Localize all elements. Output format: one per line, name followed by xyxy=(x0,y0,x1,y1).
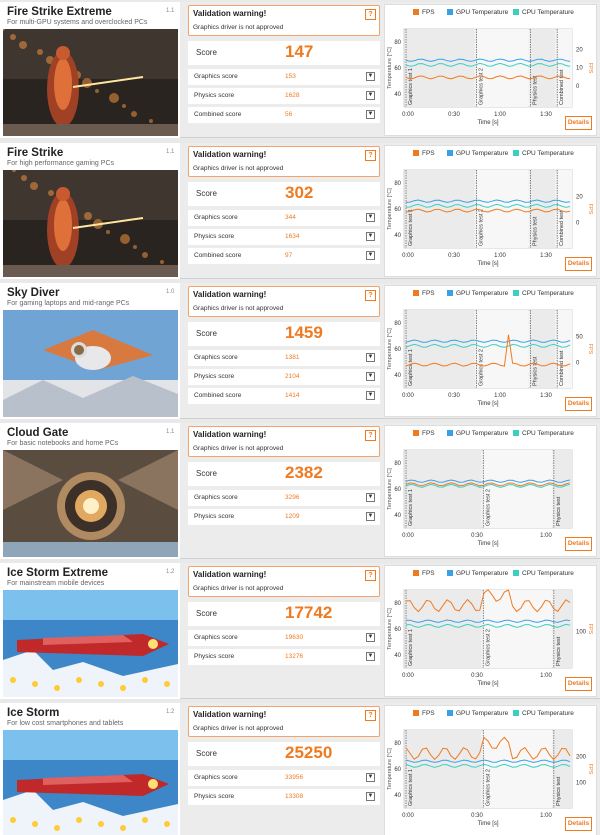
legend-cpu-label: CPU Temperature xyxy=(522,150,574,157)
chevron-down-icon[interactable]: ▼ xyxy=(367,73,374,79)
x-axis-label: Time [s] xyxy=(477,681,499,687)
x-tick-label: 1:30 xyxy=(540,253,552,259)
help-icon[interactable]: ? xyxy=(365,9,376,20)
artwork-image xyxy=(3,450,178,557)
test-version: 1.1 xyxy=(166,429,175,435)
subscore-value: 3296 xyxy=(285,494,300,501)
subscore-row[interactable] xyxy=(188,490,380,506)
y-tick-label: 60 xyxy=(394,347,401,353)
score-value: 2382 xyxy=(285,463,323,482)
subscore-value: 33956 xyxy=(285,774,304,781)
artwork-image xyxy=(3,310,178,417)
segment-label: Graphics test 2 xyxy=(478,68,485,105)
segment-background xyxy=(406,310,475,388)
test-subtitle: For gaming laptops and mid-range PCs xyxy=(7,300,130,307)
x-axis-label: Time [s] xyxy=(477,401,499,407)
legend-gpu-label: GPU Temperature xyxy=(456,570,509,577)
details-button[interactable]: Details xyxy=(565,537,592,551)
test-artwork xyxy=(3,29,178,136)
fps-tick-label: 100 xyxy=(576,780,587,787)
score-label: Score xyxy=(196,749,217,758)
x-tick-label: 0:30 xyxy=(448,112,460,118)
score-column xyxy=(188,146,381,276)
segment-background xyxy=(483,450,552,528)
subscore-row[interactable] xyxy=(188,369,380,385)
legend-cpu-label: CPU Temperature xyxy=(522,290,574,297)
segment-background xyxy=(406,730,481,808)
help-icon[interactable]: ? xyxy=(365,430,376,441)
x-tick-label: 0:00 xyxy=(402,533,414,539)
x-tick-label: 1:00 xyxy=(494,253,506,259)
segment-label: Graphics test 1 xyxy=(408,349,414,386)
test-version: 1.0 xyxy=(166,289,175,295)
test-panel xyxy=(0,143,600,279)
subscore-row[interactable] xyxy=(188,388,380,404)
fps-tick-label: 0 xyxy=(576,220,580,227)
segment-label: Graphics test 2 xyxy=(478,209,485,246)
test-name: Sky Diver xyxy=(7,287,60,299)
score-box xyxy=(188,41,380,65)
subscore-row[interactable] xyxy=(188,789,380,805)
subscore-label: Graphics score xyxy=(194,354,238,361)
test-subtitle: For basic notebooks and home PCs xyxy=(7,440,119,447)
segment-label: Physics test xyxy=(532,216,539,246)
test-artwork xyxy=(3,310,178,417)
test-panel xyxy=(0,423,600,559)
test-artwork xyxy=(3,170,178,277)
fps-tick-label: 0 xyxy=(576,360,580,367)
x-tick-label: 1:00 xyxy=(540,673,552,679)
y-tick-label: 80 xyxy=(394,181,401,187)
x-tick-label: 1:00 xyxy=(494,112,506,118)
chevron-down-icon[interactable]: ▼ xyxy=(367,793,374,799)
test-name: Ice Storm Extreme xyxy=(7,567,108,579)
fps-axis-label: FPS xyxy=(587,623,593,635)
y-axis-label: Temperature [°C] xyxy=(387,468,393,510)
fps-axis-label: FPS xyxy=(587,203,593,215)
test-info xyxy=(0,143,180,279)
x-tick-label: 0:00 xyxy=(402,673,414,679)
chevron-down-icon[interactable]: ▼ xyxy=(367,252,374,258)
details-button[interactable]: Details xyxy=(565,116,592,130)
fps-tick-label: 10 xyxy=(576,65,583,72)
x-tick-label: 0:30 xyxy=(471,673,483,679)
score-label: Score xyxy=(196,48,217,57)
fps-tick-label: 20 xyxy=(576,47,583,54)
details-button[interactable]: Details xyxy=(565,677,592,691)
test-artwork xyxy=(3,450,178,557)
legend-fps-label: FPS xyxy=(422,290,435,297)
subscore-label: Graphics score xyxy=(194,774,238,781)
subscore-label: Graphics score xyxy=(194,73,238,80)
chevron-down-icon[interactable]: ▼ xyxy=(367,774,374,780)
fps-tick-label: 0 xyxy=(576,83,580,90)
chevron-down-icon[interactable]: ▼ xyxy=(367,373,374,379)
segment-label: Graphics test 1 xyxy=(408,629,414,666)
x-tick-label: 0:00 xyxy=(402,112,414,118)
help-icon[interactable]: ? xyxy=(365,710,376,721)
x-tick-label: 1:30 xyxy=(540,112,552,118)
y-tick-label: 40 xyxy=(394,793,401,799)
segment-background xyxy=(406,29,475,107)
segment-label: Graphics test 1 xyxy=(408,68,414,105)
test-panel xyxy=(0,2,600,138)
warning-message: Graphics driver is not approved xyxy=(193,445,284,452)
test-info xyxy=(0,703,180,835)
subscore-row[interactable] xyxy=(188,210,380,226)
score-box xyxy=(188,182,380,206)
y-tick-label: 40 xyxy=(394,513,401,519)
legend-gpu-label: GPU Temperature xyxy=(456,290,509,297)
y-axis-label: Temperature [°C] xyxy=(387,748,393,790)
y-tick-label: 80 xyxy=(394,601,401,607)
subscore-label: Graphics score xyxy=(194,214,238,221)
y-tick-label: 40 xyxy=(394,373,401,379)
help-icon[interactable]: ? xyxy=(365,290,376,301)
test-info xyxy=(0,563,180,699)
segment-label: Combined test xyxy=(559,350,566,386)
chevron-down-icon[interactable]: ▼ xyxy=(367,392,374,398)
validation-warning xyxy=(188,566,380,597)
chevron-down-icon[interactable]: ▼ xyxy=(367,233,374,239)
chevron-down-icon[interactable]: ▼ xyxy=(367,513,374,519)
segment-label: Physics test xyxy=(532,75,539,105)
subscore-label: Physics score xyxy=(194,513,235,520)
artwork-image xyxy=(3,730,178,835)
warning-title: Validation warning! xyxy=(193,150,267,159)
subscore-label: Combined score xyxy=(194,252,242,259)
test-info xyxy=(0,283,180,419)
test-version: 1.1 xyxy=(166,149,175,155)
segment-label: Graphics test 1 xyxy=(408,489,414,526)
segment-label: Graphics test 1 xyxy=(408,769,414,806)
subscore-label: Combined score xyxy=(194,111,242,118)
segment-label: Graphics test 2 xyxy=(485,769,492,806)
y-tick-label: 40 xyxy=(394,653,401,659)
legend-gpu-label: GPU Temperature xyxy=(456,430,509,437)
score-label: Score xyxy=(196,609,217,618)
subscore-row[interactable] xyxy=(188,649,380,665)
subscore-row[interactable] xyxy=(188,509,380,525)
subscore-value: 2104 xyxy=(285,373,300,380)
subscore-value: 1209 xyxy=(285,513,300,520)
subscore-label: Physics score xyxy=(194,92,235,99)
chart-canvas xyxy=(385,706,596,835)
y-tick-label: 40 xyxy=(394,92,401,98)
subscore-row[interactable] xyxy=(188,630,380,646)
monitoring-chart xyxy=(384,565,597,697)
score-column xyxy=(188,706,381,835)
test-info xyxy=(0,2,180,138)
y-axis-label: Temperature [°C] xyxy=(387,188,393,230)
legend-fps-label: FPS xyxy=(422,9,435,16)
score-column xyxy=(188,286,381,416)
warning-title: Validation warning! xyxy=(193,430,267,439)
y-axis-label: Temperature [°C] xyxy=(387,608,393,650)
subscore-value: 13276 xyxy=(285,653,304,660)
score-value: 25250 xyxy=(285,743,333,762)
test-subtitle: For low cost smartphones and tablets xyxy=(7,720,124,727)
chevron-down-icon[interactable]: ▼ xyxy=(367,634,374,640)
validation-warning xyxy=(188,426,380,457)
subscore-value: 1381 xyxy=(285,354,300,361)
legend-fps-label: FPS xyxy=(422,150,435,157)
y-axis-label: Temperature [°C] xyxy=(387,47,393,89)
y-axis-label: Temperature [°C] xyxy=(387,328,393,370)
subscore-label: Physics score xyxy=(194,653,235,660)
subscore-row[interactable] xyxy=(188,107,380,123)
x-tick-label: 1:00 xyxy=(540,533,552,539)
monitoring-chart xyxy=(384,425,597,557)
subscore-label: Graphics score xyxy=(194,494,238,501)
y-tick-label: 60 xyxy=(394,767,401,773)
x-tick-label: 0:30 xyxy=(471,813,483,819)
monitoring-chart xyxy=(384,285,597,417)
segment-label: Graphics test 2 xyxy=(478,349,485,386)
subscore-label: Graphics score xyxy=(194,634,238,641)
legend-cpu-label: CPU Temperature xyxy=(522,710,574,717)
chevron-down-icon[interactable]: ▼ xyxy=(367,214,374,220)
help-icon[interactable]: ? xyxy=(365,570,376,581)
legend-fps-label: FPS xyxy=(422,710,435,717)
validation-warning xyxy=(188,286,380,317)
segment-label: Graphics test 2 xyxy=(485,629,492,666)
fps-axis-label: FPS xyxy=(587,763,593,775)
artwork-image xyxy=(3,170,178,277)
subscore-label: Physics score xyxy=(194,233,235,240)
legend-cpu-label: CPU Temperature xyxy=(522,9,574,16)
subscore-label: Combined score xyxy=(194,392,242,399)
x-tick-label: 0:00 xyxy=(402,813,414,819)
score-label: Score xyxy=(196,189,217,198)
test-panel xyxy=(0,563,600,699)
y-tick-label: 60 xyxy=(394,66,401,72)
segment-label: Graphics test 1 xyxy=(408,209,414,246)
legend-fps-label: FPS xyxy=(422,430,435,437)
score-column xyxy=(188,426,381,556)
y-tick-label: 60 xyxy=(394,207,401,213)
fps-tick-label: 20 xyxy=(576,194,583,201)
segment-background xyxy=(406,450,481,528)
legend-fps-label: FPS xyxy=(422,570,435,577)
subscore-value: 344 xyxy=(285,214,296,221)
x-axis-label: Time [s] xyxy=(477,821,499,827)
subscore-label: Physics score xyxy=(194,793,235,800)
validation-warning xyxy=(188,5,380,36)
test-name: Ice Storm xyxy=(7,707,60,719)
test-panel xyxy=(0,703,600,835)
chevron-down-icon[interactable]: ▼ xyxy=(367,111,374,117)
warning-title: Validation warning! xyxy=(193,710,267,719)
segment-label: Physics test xyxy=(555,636,562,666)
score-value: 1459 xyxy=(285,323,323,342)
x-tick-label: 0:30 xyxy=(448,393,460,399)
y-tick-label: 80 xyxy=(394,741,401,747)
validation-warning xyxy=(188,146,380,177)
x-tick-label: 0:30 xyxy=(471,533,483,539)
warning-title: Validation warning! xyxy=(193,290,267,299)
y-tick-label: 60 xyxy=(394,627,401,633)
legend-cpu-label: CPU Temperature xyxy=(522,570,574,577)
warning-message: Graphics driver is not approved xyxy=(193,305,284,312)
y-tick-label: 80 xyxy=(394,461,401,467)
subscore-row[interactable] xyxy=(188,248,380,264)
score-box xyxy=(188,462,380,486)
subscore-value: 1634 xyxy=(285,233,300,240)
y-tick-label: 80 xyxy=(394,40,401,46)
y-tick-label: 60 xyxy=(394,487,401,493)
chevron-down-icon[interactable]: ▼ xyxy=(367,653,374,659)
subscore-value: 153 xyxy=(285,73,296,80)
chevron-down-icon[interactable]: ▼ xyxy=(367,494,374,500)
subscore-row[interactable] xyxy=(188,350,380,366)
x-tick-label: 1:30 xyxy=(540,393,552,399)
score-label: Score xyxy=(196,329,217,338)
monitoring-chart xyxy=(384,145,597,277)
segment-label: Physics test xyxy=(532,356,539,386)
subscore-row[interactable] xyxy=(188,229,380,245)
subscore-value: 1628 xyxy=(285,92,300,99)
chevron-down-icon[interactable]: ▼ xyxy=(367,354,374,360)
segment-background xyxy=(483,730,552,808)
test-version: 1.2 xyxy=(166,569,175,575)
test-version: 1.2 xyxy=(166,709,175,715)
score-value: 17742 xyxy=(285,603,333,622)
warning-message: Graphics driver is not approved xyxy=(193,24,284,31)
warning-title: Validation warning! xyxy=(193,9,267,18)
score-label: Score xyxy=(196,469,217,478)
legend-gpu-label: GPU Temperature xyxy=(456,9,509,16)
test-panel xyxy=(0,283,600,419)
segment-label: Combined test xyxy=(559,69,566,105)
x-tick-label: 0:00 xyxy=(402,253,414,259)
segment-label: Combined test xyxy=(559,210,566,246)
subscore-row[interactable] xyxy=(188,88,380,104)
y-tick-label: 40 xyxy=(394,233,401,239)
test-subtitle: For high performance gaming PCs xyxy=(7,160,114,167)
test-artwork xyxy=(3,590,178,697)
score-value: 302 xyxy=(285,183,314,202)
subscore-value: 56 xyxy=(285,111,293,118)
warning-message: Graphics driver is not approved xyxy=(193,165,284,172)
y-tick-label: 80 xyxy=(394,321,401,327)
segment-label: Physics test xyxy=(555,496,562,526)
subscore-value: 97 xyxy=(285,252,293,259)
legend-gpu-label: GPU Temperature xyxy=(456,150,509,157)
x-tick-label: 1:00 xyxy=(494,393,506,399)
score-column xyxy=(188,5,381,135)
x-tick-label: 0:00 xyxy=(402,393,414,399)
test-subtitle: For multi-GPU systems and overclocked PCs xyxy=(7,19,148,26)
subscore-row[interactable] xyxy=(188,770,380,786)
subscore-value: 1414 xyxy=(285,392,300,399)
test-subtitle: For mainstream mobile devices xyxy=(7,580,105,587)
test-version: 1.1 xyxy=(166,8,175,14)
subscore-label: Physics score xyxy=(194,373,235,380)
x-tick-label: 0:30 xyxy=(448,253,460,259)
test-info xyxy=(0,423,180,559)
warning-message: Graphics driver is not approved xyxy=(193,725,284,732)
fps-axis-label: FPS xyxy=(587,343,593,355)
chevron-down-icon[interactable]: ▼ xyxy=(367,92,374,98)
score-box xyxy=(188,322,380,346)
monitoring-chart xyxy=(384,705,597,835)
test-name: Fire Strike Extreme xyxy=(7,6,112,18)
fps-tick-label: 50 xyxy=(576,334,583,341)
segment-background xyxy=(483,590,552,668)
segment-label: Physics test xyxy=(555,776,562,806)
test-name: Fire Strike xyxy=(7,147,64,159)
x-tick-label: 1:00 xyxy=(540,813,552,819)
fps-axis-label: FPS xyxy=(587,62,593,74)
details-button[interactable]: Details xyxy=(565,397,592,411)
test-artwork xyxy=(3,730,178,835)
subscore-value: 19630 xyxy=(285,634,304,641)
legend-gpu-label: GPU Temperature xyxy=(456,710,509,717)
details-button[interactable]: Details xyxy=(565,257,592,271)
subscore-row[interactable] xyxy=(188,69,380,85)
details-button[interactable]: Details xyxy=(565,817,592,831)
artwork-image xyxy=(3,590,178,697)
score-box xyxy=(188,602,380,626)
legend-cpu-label: CPU Temperature xyxy=(522,430,574,437)
warning-title: Validation warning! xyxy=(193,570,267,579)
score-column xyxy=(188,566,381,696)
x-axis-label: Time [s] xyxy=(477,541,499,547)
segment-label: Graphics test 2 xyxy=(485,489,492,526)
fps-tick-label: 200 xyxy=(576,754,587,761)
monitoring-chart xyxy=(384,4,597,136)
fps-tick-label: 100 xyxy=(576,629,587,636)
warning-message: Graphics driver is not approved xyxy=(193,585,284,592)
artwork-image xyxy=(3,29,178,136)
score-value: 147 xyxy=(285,42,314,61)
test-name: Cloud Gate xyxy=(7,427,69,439)
x-axis-label: Time [s] xyxy=(477,120,499,126)
subscore-value: 13308 xyxy=(285,793,304,800)
score-box xyxy=(188,742,380,766)
x-axis-label: Time [s] xyxy=(477,261,499,267)
validation-warning xyxy=(188,706,380,737)
help-icon[interactable]: ? xyxy=(365,150,376,161)
